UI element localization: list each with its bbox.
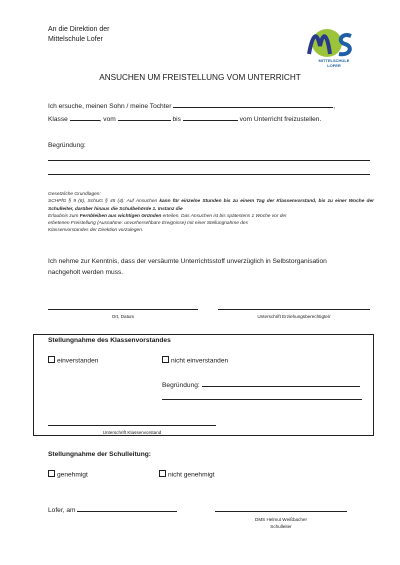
legal-p2: Erlaubnis zum Fernbleiben aus wichtigen Gründen erteilen. Das Ansuchen ist bis spätestens 1 Woche vor der bbox=[48, 213, 287, 219]
recipient-line-1: An die Direktion der bbox=[48, 26, 110, 33]
reason-label: Begründung: bbox=[48, 142, 86, 149]
teacher-reason-row: Begründung: bbox=[162, 380, 360, 389]
acknowledgement: Ich nehme zur Kenntnis, dass der versäumte Unterrichtsstoff unverzüglich in Selbstorganisation nachgeholt werden muss. bbox=[48, 258, 327, 276]
klasse-label: Klasse bbox=[48, 116, 68, 123]
legal-p4: Klassenvorstandes der Direktion vorzulegen. bbox=[48, 228, 144, 234]
disagree-checkbox[interactable] bbox=[162, 356, 169, 363]
principal-date-field[interactable] bbox=[77, 505, 177, 512]
approved-option[interactable]: genehmigt bbox=[48, 470, 88, 479]
principal-signature-label bbox=[215, 516, 347, 530]
legal-p3: erbetenen Freistellung (Ausnahme: unvorhersehbare Ereignisse) mit einer Stellungnahme des bbox=[48, 221, 248, 227]
teacher-signature-label: Unterschrift Klassenvorstand bbox=[102, 430, 162, 435]
principal-role: Schulleiter bbox=[270, 524, 292, 529]
rejected-option[interactable]: nicht genehmigt bbox=[159, 470, 215, 479]
vom-label: , vom bbox=[99, 116, 116, 123]
legal-p1: SCHPfG § 9 (6), SchUG § 45 (4): Auf Ansuchen kann für einzelne Stunden bis zu einem Tag der Klassenvorstand, bis zu einer Woche der Schulleiter, darüber hinaus die Schulbehörde 1. Instanz die bbox=[48, 199, 374, 212]
agree-option[interactable]: einverstanden bbox=[48, 356, 98, 365]
child-name-field[interactable] bbox=[173, 101, 333, 108]
teacher-reason-line-1[interactable] bbox=[202, 380, 360, 387]
place-date-label: Ort, Datum bbox=[111, 314, 135, 319]
date-to-field[interactable] bbox=[183, 114, 238, 121]
recipient-block bbox=[48, 25, 109, 45]
approved-checkbox[interactable] bbox=[48, 470, 55, 477]
guardian-signature-field[interactable] bbox=[218, 309, 370, 310]
date-from-field[interactable] bbox=[118, 114, 171, 121]
principal-signature-field[interactable] bbox=[215, 511, 347, 512]
principal-name: DMS Helmut Weißbacher bbox=[255, 517, 307, 522]
recipient-line-2: Mittelschule Lofer bbox=[48, 36, 103, 43]
class-teacher-heading: Stellungnahme des Klassenvorstandes bbox=[48, 337, 171, 344]
school-logo bbox=[303, 24, 365, 72]
bis-label: bis bbox=[172, 116, 181, 123]
class-field[interactable] bbox=[70, 114, 100, 121]
request-line-1: Ich ersuche, meinen Sohn / meine Tochter , bbox=[48, 103, 336, 110]
request-line-2 bbox=[48, 114, 378, 123]
place-date-field[interactable] bbox=[48, 309, 198, 310]
teacher-reason-line-2[interactable] bbox=[162, 399, 362, 400]
reason-line-1[interactable] bbox=[48, 160, 370, 161]
agree-checkbox[interactable] bbox=[48, 356, 55, 363]
teacher-signature-field[interactable] bbox=[48, 425, 216, 426]
logo-caption-2: LOFER bbox=[327, 63, 341, 68]
legal-heading: Gesetzliche Grundlagen: bbox=[48, 192, 101, 197]
principal-heading: Stellungnahme der Schulleitung: bbox=[48, 451, 151, 458]
reason-line-2[interactable] bbox=[48, 174, 370, 175]
disagree-option[interactable]: nicht einverstanden bbox=[162, 356, 228, 365]
request-tail: vom Unterricht freizustellen. bbox=[239, 116, 322, 123]
logo-caption-1: MITTELSCHULE bbox=[318, 58, 350, 63]
principal-place-row: Lofer, am bbox=[48, 505, 177, 514]
legal-basis bbox=[48, 191, 374, 235]
form-title: ANSUCHEN UM FREISTELLUNG VOM UNTERRICHT bbox=[99, 73, 301, 82]
request-text: Ich ersuche, meinen Sohn / meine Tochter bbox=[48, 103, 172, 110]
rejected-checkbox[interactable] bbox=[159, 470, 166, 477]
guardian-signature-label: Unterschrift Erziehungsberechtigte/r bbox=[257, 314, 331, 319]
